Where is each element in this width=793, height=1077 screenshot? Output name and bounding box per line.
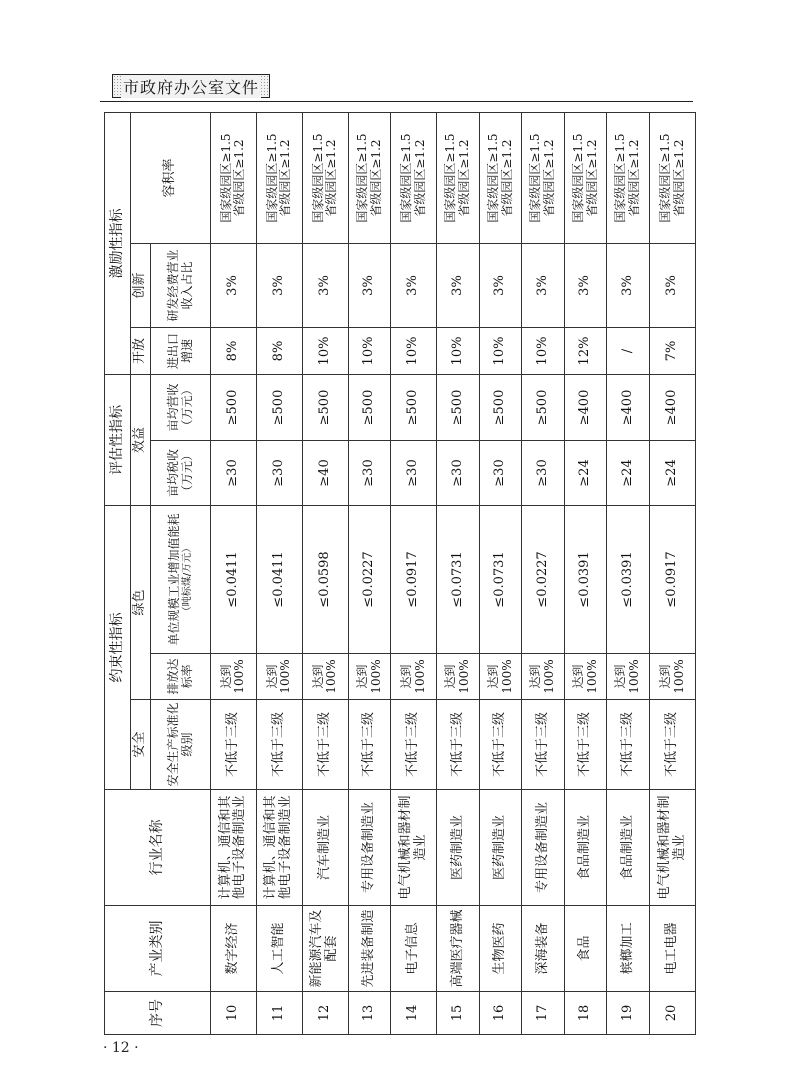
cell-import-export: 12% xyxy=(564,328,607,375)
cell-rd-ratio: 3% xyxy=(391,244,437,328)
header-category: 产业类别 xyxy=(105,906,211,992)
table-row xyxy=(650,113,696,1035)
table-header xyxy=(105,113,211,1035)
cell-industry: 专用设备制造业 xyxy=(348,790,391,906)
table-row xyxy=(256,113,302,1035)
far-national: 国家级园区≥1.5 xyxy=(443,133,458,223)
cell-emission-rate: 达到100% xyxy=(348,654,391,700)
cell-floor-area-ratio xyxy=(211,113,257,244)
header-revenue-per-mu xyxy=(151,375,211,441)
far-provincial: 省级园区≥1.2 xyxy=(671,139,686,217)
cell-revenue: ≥500 xyxy=(302,375,348,441)
far-national: 国家级园区≥1.5 xyxy=(613,133,628,223)
cell-seq: 19 xyxy=(607,992,650,1035)
cell-safety-level: 不低于三级 xyxy=(479,700,522,790)
cell-category: 食品 xyxy=(564,906,607,992)
cell-import-export: 10% xyxy=(479,328,522,375)
cell-emission-rate: 达到100% xyxy=(302,654,348,700)
cell-industry: 汽车制造业 xyxy=(302,790,348,906)
cell-import-export: 10% xyxy=(302,328,348,375)
header-seq: 序号 xyxy=(105,992,211,1035)
industry-indicator-table xyxy=(104,112,696,1035)
cell-safety-level: 不低于三级 xyxy=(211,700,257,790)
cell-import-export: 10% xyxy=(348,328,391,375)
cell-rd-ratio: 3% xyxy=(479,244,522,328)
cell-floor-area-ratio xyxy=(348,113,391,244)
cell-industry: 专用设备制造业 xyxy=(522,790,565,906)
cell-rd-ratio: 3% xyxy=(607,244,650,328)
far-national: 国家级园区≥1.5 xyxy=(657,133,672,223)
cell-rd-ratio: 3% xyxy=(211,244,257,328)
cell-energy: ≤0.0411 xyxy=(211,506,257,654)
cell-safety-level: 不低于三级 xyxy=(564,700,607,790)
cell-floor-area-ratio xyxy=(522,113,565,244)
header-energy-label: 单位规模工业增加值能耗 xyxy=(166,513,181,646)
cell-category: 槟榔加工 xyxy=(607,906,650,992)
far-provincial: 省级园区≥1.2 xyxy=(278,139,293,217)
far-provincial: 省级园区≥1.2 xyxy=(457,139,472,217)
cell-category: 深海装备 xyxy=(522,906,565,992)
cell-energy: ≤0.0731 xyxy=(479,506,522,654)
far-national: 国家级园区≥1.5 xyxy=(399,133,414,223)
cell-seq: 18 xyxy=(564,992,607,1035)
cell-emission-rate: 达到100% xyxy=(479,654,522,700)
cell-tax: ≥30 xyxy=(437,441,480,506)
cell-tax: ≥24 xyxy=(607,441,650,506)
far-provincial: 省级园区≥1.2 xyxy=(412,139,427,217)
cell-floor-area-ratio xyxy=(302,113,348,244)
cell-safety-level: 不低于三级 xyxy=(607,700,650,790)
cell-industry: 医药制造业 xyxy=(479,790,522,906)
cell-seq: 13 xyxy=(348,992,391,1035)
cell-seq: 17 xyxy=(522,992,565,1035)
header-revenue-unit: （万元） xyxy=(179,383,194,432)
cell-rd-ratio: 3% xyxy=(564,244,607,328)
cell-seq: 20 xyxy=(650,992,696,1035)
header-energy-consumption xyxy=(151,506,211,654)
cell-floor-area-ratio xyxy=(564,113,607,244)
cell-tax: ≥40 xyxy=(302,441,348,506)
cell-revenue: ≥500 xyxy=(391,375,437,441)
far-provincial: 省级园区≥1.2 xyxy=(499,139,514,217)
table-row xyxy=(211,113,257,1035)
cell-category: 数字经济 xyxy=(211,906,257,992)
table-row xyxy=(522,113,565,1035)
header-import-export-growth: 进出口增速 xyxy=(151,328,211,375)
cell-floor-area-ratio xyxy=(479,113,522,244)
cell-safety-level: 不低于三级 xyxy=(650,700,696,790)
far-provincial: 省级园区≥1.2 xyxy=(368,139,383,217)
cell-industry: 电气机械和器材制造业 xyxy=(391,790,437,906)
cell-rd-ratio: 3% xyxy=(650,244,696,328)
header-floor-area-ratio: 容积率 xyxy=(131,113,211,244)
cell-tax: ≥30 xyxy=(348,441,391,506)
cell-seq: 15 xyxy=(437,992,480,1035)
cell-import-export: 10% xyxy=(522,328,565,375)
cell-safety-level: 不低于三级 xyxy=(302,700,348,790)
table-row xyxy=(564,113,607,1035)
cell-emission-rate: 达到100% xyxy=(211,654,257,700)
cell-tax: ≥30 xyxy=(256,441,302,506)
cell-category: 高端医疗器械 xyxy=(437,906,480,992)
far-provincial: 省级园区≥1.2 xyxy=(542,139,557,217)
cell-category: 电工电器 xyxy=(650,906,696,992)
table-row xyxy=(391,113,437,1035)
cell-revenue: ≥500 xyxy=(437,375,480,441)
cell-floor-area-ratio xyxy=(256,113,302,244)
far-national: 国家级园区≥1.5 xyxy=(485,133,500,223)
cell-revenue: ≥500 xyxy=(256,375,302,441)
cell-industry: 计算机、通信和其他电子设备制造业 xyxy=(211,790,257,906)
header-safety: 安全 xyxy=(131,700,151,790)
cell-industry: 电气机械和器材制造业 xyxy=(650,790,696,906)
cell-energy: ≤0.0917 xyxy=(391,506,437,654)
cell-revenue: ≥400 xyxy=(607,375,650,441)
cell-emission-rate: 达到100% xyxy=(607,654,650,700)
cell-floor-area-ratio xyxy=(650,113,696,244)
header-benefit: 效益 xyxy=(131,375,151,506)
cell-tax: ≥30 xyxy=(522,441,565,506)
cell-safety-level: 不低于三级 xyxy=(522,700,565,790)
cell-floor-area-ratio xyxy=(607,113,650,244)
header-open: 开放 xyxy=(131,328,151,375)
table-row xyxy=(607,113,650,1035)
cell-tax: ≥30 xyxy=(211,441,257,506)
cell-industry: 计算机、通信和其他电子设备制造业 xyxy=(256,790,302,906)
cell-seq: 12 xyxy=(302,992,348,1035)
cell-energy: ≤0.0227 xyxy=(522,506,565,654)
cell-category: 新能源汽车及配套 xyxy=(302,906,348,992)
header-binding-indicators: 约束性指标 xyxy=(105,506,131,790)
table-row xyxy=(479,113,522,1035)
cell-rd-ratio: 3% xyxy=(256,244,302,328)
cell-seq: 10 xyxy=(211,992,257,1035)
cell-energy: ≤0.0731 xyxy=(437,506,480,654)
cell-revenue: ≥500 xyxy=(211,375,257,441)
cell-category: 电子信息 xyxy=(391,906,437,992)
page-number: · 12 · xyxy=(103,1040,139,1056)
cell-energy: ≤0.0598 xyxy=(302,506,348,654)
document-header-box xyxy=(112,74,270,98)
header-incentive-indicators: 激励性指标 xyxy=(105,113,131,375)
cell-revenue: ≥500 xyxy=(348,375,391,441)
header-safety-level: 安全生产标准化级别 xyxy=(151,700,211,790)
cell-emission-rate: 达到100% xyxy=(437,654,480,700)
table-body xyxy=(211,113,696,1035)
cell-seq: 11 xyxy=(256,992,302,1035)
cell-rd-ratio: 3% xyxy=(302,244,348,328)
far-national: 国家级园区≥1.5 xyxy=(218,133,233,223)
cell-energy: ≤0.0411 xyxy=(256,506,302,654)
cell-industry: 食品制造业 xyxy=(564,790,607,906)
table-row xyxy=(348,113,391,1035)
cell-seq: 14 xyxy=(391,992,437,1035)
cell-energy: ≤0.0391 xyxy=(564,506,607,654)
cell-import-export: / xyxy=(607,328,650,375)
cell-safety-level: 不低于三级 xyxy=(391,700,437,790)
cell-import-export: 10% xyxy=(437,328,480,375)
cell-safety-level: 不低于三级 xyxy=(348,700,391,790)
cell-emission-rate: 达到100% xyxy=(256,654,302,700)
cell-import-export: 7% xyxy=(650,328,696,375)
cell-rd-ratio: 3% xyxy=(437,244,480,328)
cell-rd-ratio: 3% xyxy=(522,244,565,328)
header-emission-rate: 排放达标率 xyxy=(151,654,211,700)
cell-tax: ≥30 xyxy=(479,441,522,506)
header-tax-unit: （万元） xyxy=(179,449,194,498)
cell-category: 生物医药 xyxy=(479,906,522,992)
cell-emission-rate: 达到100% xyxy=(522,654,565,700)
cell-rd-ratio: 3% xyxy=(348,244,391,328)
cell-emission-rate: 达到100% xyxy=(650,654,696,700)
cell-emission-rate: 达到100% xyxy=(391,654,437,700)
cell-import-export: 8% xyxy=(211,328,257,375)
cell-tax: ≥24 xyxy=(650,441,696,506)
cell-emission-rate: 达到100% xyxy=(564,654,607,700)
cell-industry: 医药制造业 xyxy=(437,790,480,906)
cell-import-export: 10% xyxy=(391,328,437,375)
cell-revenue: ≥400 xyxy=(564,375,607,441)
cell-category: 先进装备制造 xyxy=(348,906,391,992)
header-tax-per-mu xyxy=(151,441,211,506)
far-national: 国家级园区≥1.5 xyxy=(570,133,585,223)
header-green: 绿色 xyxy=(131,506,151,700)
cell-safety-level: 不低于三级 xyxy=(437,700,480,790)
cell-tax: ≥30 xyxy=(391,441,437,506)
far-national: 国家级园区≥1.5 xyxy=(528,133,543,223)
header-rd-ratio: 研发经费营业收入占比 xyxy=(151,244,211,328)
cell-tax: ≥24 xyxy=(564,441,607,506)
header-revenue-label: 亩均营收 xyxy=(165,383,180,432)
far-national: 国家级园区≥1.5 xyxy=(264,133,279,223)
document-header-title: 市政府办公室文件 xyxy=(121,75,261,98)
header-energy-unit: （吨标煤/万元） xyxy=(181,542,193,617)
cell-import-export: 8% xyxy=(256,328,302,375)
cell-energy: ≤0.0227 xyxy=(348,506,391,654)
header-industry: 行业名称 xyxy=(105,790,211,906)
cell-safety-level: 不低于三级 xyxy=(256,700,302,790)
cell-floor-area-ratio xyxy=(391,113,437,244)
cell-revenue: ≥400 xyxy=(650,375,696,441)
table-row xyxy=(437,113,480,1035)
cell-category: 人工智能 xyxy=(256,906,302,992)
cell-seq: 16 xyxy=(479,992,522,1035)
cell-floor-area-ratio xyxy=(437,113,480,244)
far-provincial: 省级园区≥1.2 xyxy=(324,139,339,217)
far-provincial: 省级园区≥1.2 xyxy=(232,139,247,217)
cell-revenue: ≥500 xyxy=(522,375,565,441)
header-tax-label: 亩均税收 xyxy=(165,449,180,498)
far-national: 国家级园区≥1.5 xyxy=(354,133,369,223)
cell-industry: 食品制造业 xyxy=(607,790,650,906)
cell-energy: ≤0.0917 xyxy=(650,506,696,654)
cell-energy: ≤0.0391 xyxy=(607,506,650,654)
far-provincial: 省级园区≥1.2 xyxy=(584,139,599,217)
rotated-table-wrapper xyxy=(104,113,696,1035)
header-evaluative-indicators: 评估性指标 xyxy=(105,375,131,506)
header-innovation: 创新 xyxy=(131,244,151,328)
far-national: 国家级园区≥1.5 xyxy=(310,133,325,223)
table-row xyxy=(302,113,348,1035)
header-divider xyxy=(100,101,693,102)
far-provincial: 省级园区≥1.2 xyxy=(627,139,642,217)
cell-revenue: ≥500 xyxy=(479,375,522,441)
